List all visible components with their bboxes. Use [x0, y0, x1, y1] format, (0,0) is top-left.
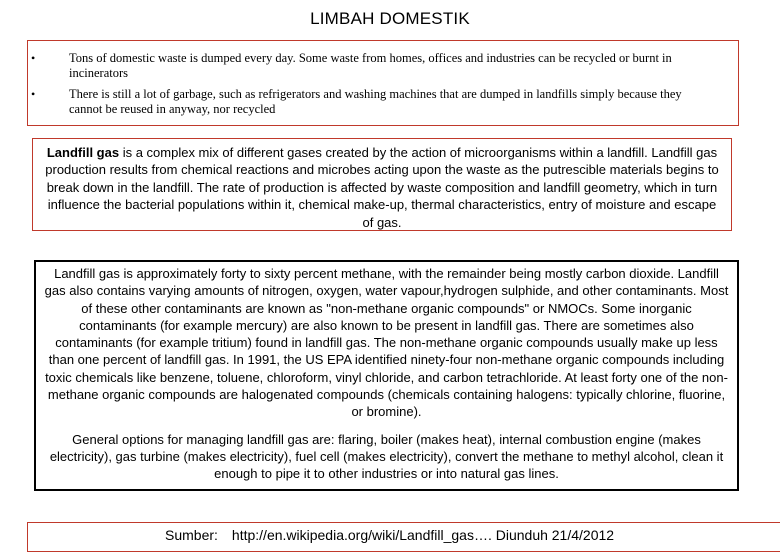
- bullet-box: [27, 40, 739, 126]
- landfill-gas-term: Landfill gas: [46, 145, 120, 160]
- download-date: Diunduh 21/4/2012: [495, 527, 615, 543]
- bullet-text: Tons of domestic waste is dumped every day. Some waste from homes, offices and industries can be recycled or burnt in incinerators: [69, 51, 672, 80]
- management-options-paragraph: General options for managing landfill gas are: flaring, boiler (makes heat), internal combustion engine (makes electricity), gas turbine (makes electricity), fuel cell (makes electricity), convert the methane to methyl alcohol, clean it enough to pipe it to other industries or into natural gas lines.: [49, 431, 724, 482]
- landfill-gas-definition-box: [32, 138, 732, 231]
- source-link[interactable]: http://en.wikipedia.org/wiki/Landfill_gas….: [231, 527, 492, 543]
- composition-paragraph: Landfill gas is approximately forty to sixty percent methane, with the remainder being mostly carbon dioxide. Landfill gas also contains varying amounts of nitrogen, oxygen, water vapour,hydrogen sulphide, and other contaminants. Most of these other contaminants are known as "non-methane organic compounds" or NMOCs. Some inorganic contaminants (for example mercury) are also known to be present in landfill gas. There are sometimes also contaminants (for example tritium) found in landfill gas. The non-methane organic compounds usually make up less than one percent of landfill gas. In 1991, the US EPA identified ninety-four non-methane organic compounds including toxic chemicals like benzene, toluene, chloroform, vinyl chloride, and carbon tetrachloride. At least forty one of the non-methane organic compounds are halogenated compounds (chemicals containing halogens: typically chlorine, fluorine, or bromine).: [44, 266, 729, 420]
- bullet-marker: •: [31, 87, 36, 101]
- landfill-gas-definition: is a complex mix of different gases created by the action of microorganisms within a landfill. Landfill gas production results from chemical reactions and microbes acting upon the waste as the putrescible materials begins to break down in the landfill. The rate of production is affected by waste composition and landfill geometry, which in turn influence the bacterial populations within it, chemical make-up, thermal characteristics, entry of moisture and escape of gas.: [45, 145, 719, 230]
- bullet-text: There is still a lot of garbage, such as refrigerators and washing machines that are dumped in landfills simply because they cannot be reused in anyway, nor recycled: [69, 87, 682, 116]
- source-line: [165, 527, 614, 543]
- source-label: Sumber:: [165, 527, 218, 543]
- page-title: LIMBAH DOMESTIK: [310, 9, 470, 28]
- landfill-gas-composition-box: [34, 260, 739, 491]
- bullet-marker: •: [31, 51, 36, 65]
